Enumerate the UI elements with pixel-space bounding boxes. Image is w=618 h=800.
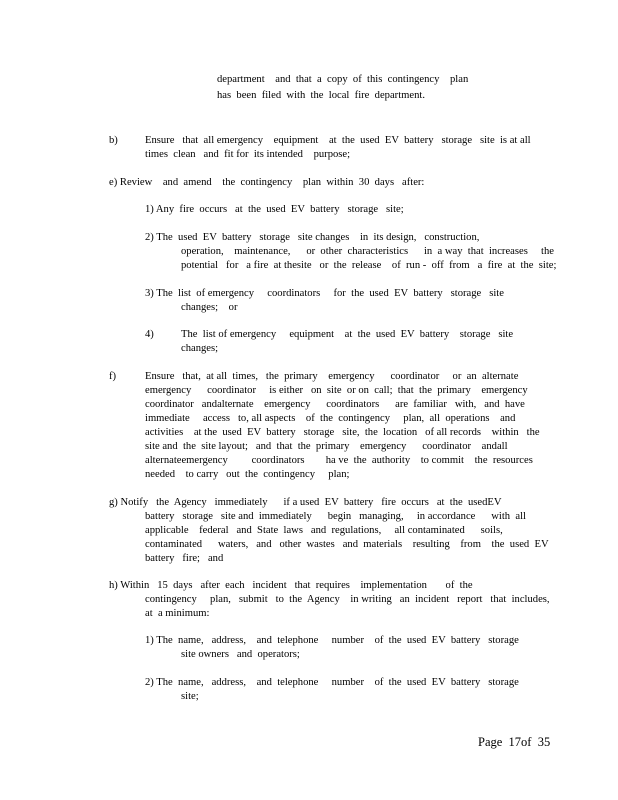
- item-e-sub4-line-1: The list of emergency equipment at the used EV battery storage site: [181, 329, 514, 340]
- item-f-line-4: immediate access to, all aspects of the contingency plan, all operations and: [145, 413, 516, 424]
- item-h-sub2-line-2: site;: [181, 691, 199, 702]
- item-g-line-2: battery storage site and immediately begin managing, in accordance with all: [145, 511, 526, 522]
- item-e-sub1-line-1: 1) Any fire occurs at the used EV battery storage site;: [145, 204, 404, 215]
- item-g-line-5: battery fire; and: [145, 553, 224, 564]
- item-h-sub1-line-2: site owners and operators;: [181, 649, 300, 660]
- item-h-sub1-line-1: 1) The name, address, and telephone number of the used EV battery storage: [145, 635, 519, 646]
- item-e-sub3-line-1: 3) The list of emergency coordinators for the used EV battery storage site: [145, 288, 504, 299]
- item-e-sub2-line-3: potential for a fire at thesite or the release of run - off from a fire at the site;: [181, 260, 557, 271]
- item-f-line-2: emergency coordinator is either on site or on call; that the primary emergency: [145, 385, 528, 396]
- item-e-sub4-line-2: changes;: [181, 343, 219, 354]
- item-b-line-2: times clean and fit for its intended purpose;: [145, 149, 351, 160]
- intro-line-1: department and that a copy of this contingency plan: [217, 74, 469, 85]
- intro-line-2: has been filed with the local fire department.: [217, 90, 425, 101]
- item-f-line-6: site and the site layout; and that the primary emergency coordinator andall: [145, 441, 508, 452]
- item-h-line-3: at a minimum:: [145, 608, 210, 619]
- item-e-sub3-line-2: changes; or: [181, 302, 238, 313]
- item-f-line-8: needed to carry out the contingency plan;: [145, 469, 350, 480]
- item-h-line-2: contingency plan, submit to the Agency in writing an incident report that includes,: [145, 594, 550, 605]
- item-f-line-7: alternateemergency coordinators ha ve the authority to commit the resources: [145, 455, 533, 466]
- item-h-sub2-line-1: 2) The name, address, and telephone number of the used EV battery storage: [145, 677, 519, 688]
- item-f-label: f): [109, 371, 117, 382]
- item-h-line-1: h) Within 15 days after each incident that requires implementation of the: [109, 580, 473, 591]
- item-e-sub2-line-2: operation, maintenance, or other characteristics in a way that increases the: [181, 246, 554, 257]
- item-g-line-3: applicable federal and State laws and regulations, all contaminated soils,: [145, 525, 503, 536]
- item-e-heading: e) Review and amend the contingency plan within 30 days after:: [109, 177, 425, 188]
- item-b-label: b): [109, 135, 118, 146]
- page-number: Page 17of 35: [478, 735, 551, 749]
- item-e-sub2-line-1: 2) The used EV battery storage site changes in its design, construction,: [145, 232, 480, 243]
- item-f-line-5: activities at the used EV battery storage site, the location of all records within the: [145, 427, 540, 438]
- item-e-sub4-label: 4): [145, 329, 154, 340]
- item-g-line-4: contaminated waters, and other wastes and materials resulting from the used EV: [145, 539, 549, 550]
- item-g-line-1: g) Notify the Agency immediately if a used EV battery fire occurs at the usedEV: [109, 497, 502, 508]
- item-f-line-1: Ensure that, at all times, the primary emergency coordinator or an alternate: [145, 371, 519, 382]
- item-b-line-1: Ensure that all emergency equipment at the used EV battery storage site is at all: [145, 135, 531, 146]
- item-f-line-3: coordinator andalternate emergency coordinators are familiar with, and have: [145, 399, 525, 410]
